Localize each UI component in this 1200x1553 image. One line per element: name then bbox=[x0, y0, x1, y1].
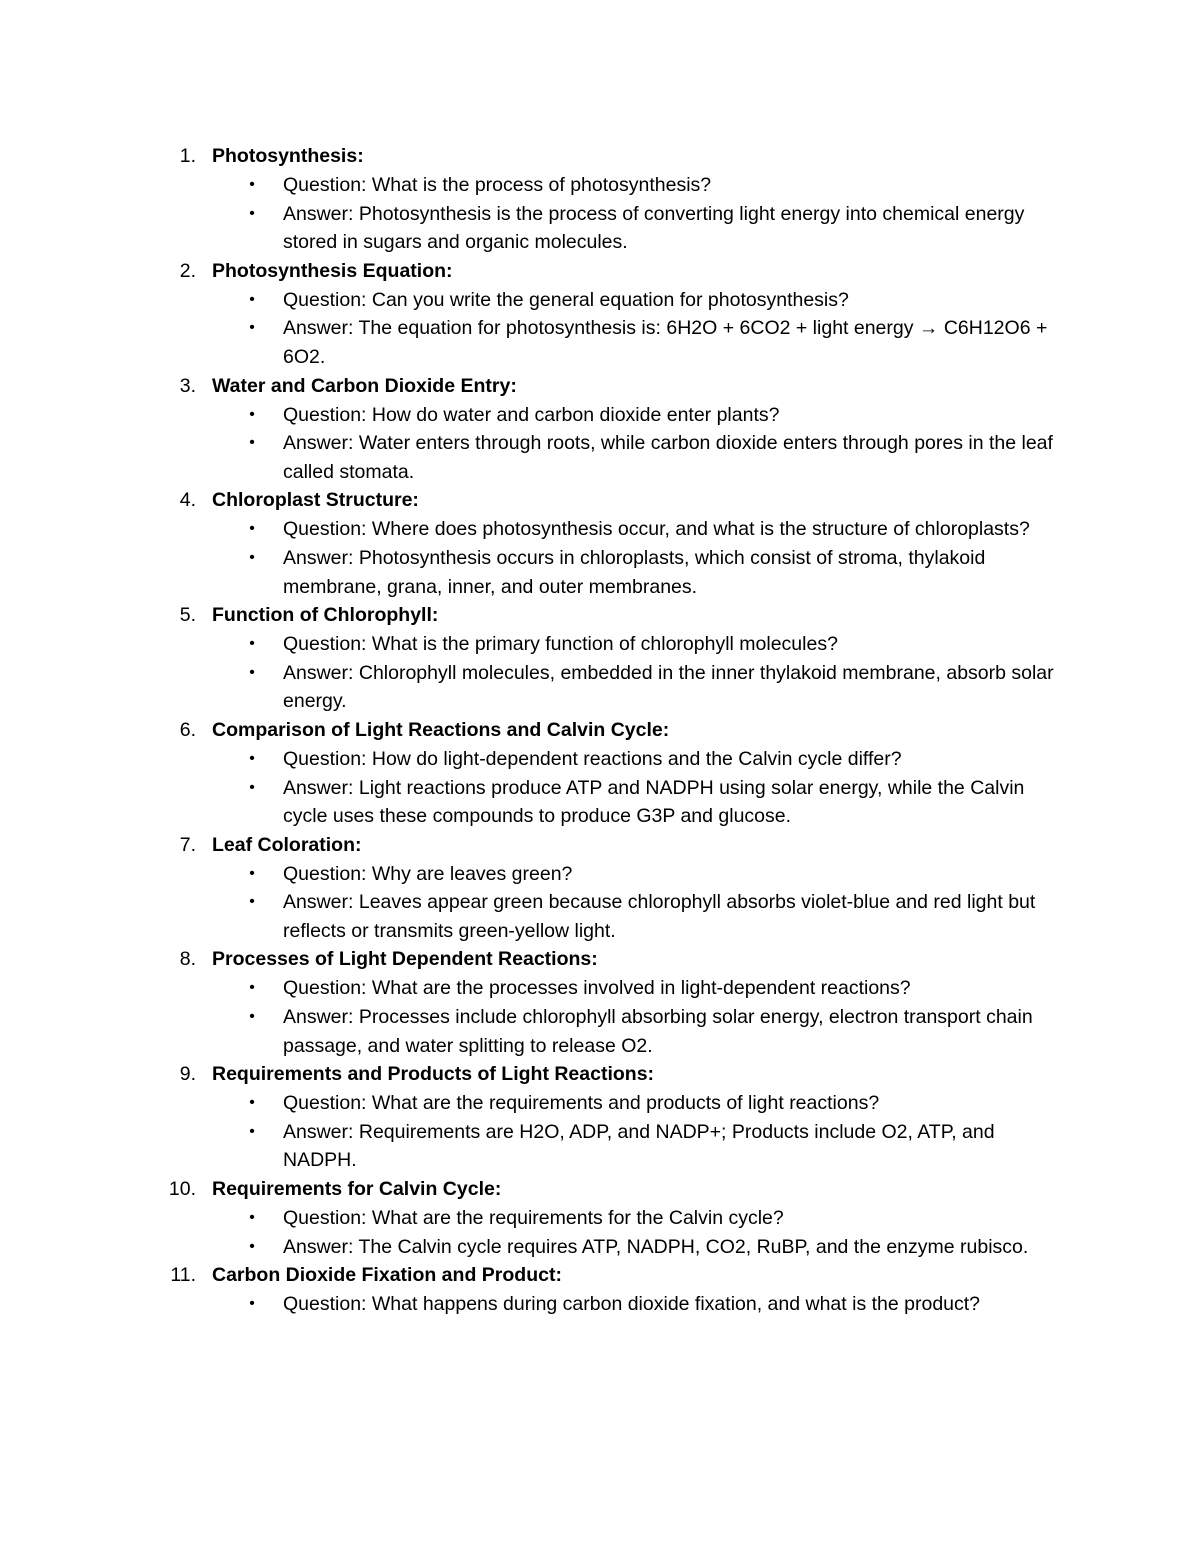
answer-text: Answer: The equation for photosynthesis is: 6H2O + 6CO2 + light energy → C6H12O6 + 6O2. bbox=[283, 317, 1048, 368]
bullet-icon: • bbox=[249, 979, 255, 997]
topic-bullets bbox=[0, 401, 1200, 487]
answer-bullet bbox=[0, 1233, 1200, 1262]
question-bullet bbox=[0, 860, 1200, 889]
bullet-icon: • bbox=[249, 1094, 255, 1112]
topic-number: 1. bbox=[179, 145, 196, 167]
topic-item bbox=[0, 372, 1200, 487]
topic-bullets bbox=[0, 860, 1200, 946]
question-text: Question: What is the primary function of chlorophyll molecules? bbox=[283, 633, 838, 656]
topic-heading bbox=[0, 1060, 1200, 1089]
question-text: Question: Can you write the general equation for photosynthesis? bbox=[283, 288, 849, 311]
bullet-icon: • bbox=[249, 1122, 255, 1140]
question-bullet bbox=[0, 974, 1200, 1003]
topic-item bbox=[0, 1261, 1200, 1319]
question-text: Question: What are the processes involved in light-dependent reactions? bbox=[283, 977, 911, 1000]
bullet-icon: • bbox=[249, 663, 255, 681]
bullet-icon: • bbox=[249, 548, 255, 566]
topic-number: 3. bbox=[179, 374, 196, 397]
answer-text: Answer: Processes include chlorophyll absorbing solar energy, electron transport chain passage, and water splitting to release O2. bbox=[283, 1006, 1033, 1057]
answer-bullet bbox=[0, 1003, 1200, 1060]
topic-number: 7. bbox=[179, 833, 196, 856]
question-bullet bbox=[0, 630, 1200, 659]
question-text: Question: How do light-dependent reactions and the Calvin cycle differ? bbox=[283, 747, 902, 770]
topic-bullets bbox=[0, 1204, 1200, 1261]
bullet-icon: • bbox=[249, 204, 255, 222]
topic-heading bbox=[0, 142, 1200, 171]
topic-number: 11. bbox=[170, 1264, 196, 1287]
question-bullet bbox=[0, 1089, 1200, 1118]
topic-bullets bbox=[0, 974, 1200, 1060]
topic-title: Carbon Dioxide Fixation and Product: bbox=[212, 1264, 562, 1287]
answer-text: Answer: Chlorophyll molecules, embedded in the inner thylakoid membrane, absorb solar energy. bbox=[283, 661, 1054, 713]
question-bullet bbox=[0, 1290, 1200, 1319]
topic-item bbox=[0, 601, 1200, 716]
topic-number: 10. bbox=[168, 1178, 196, 1201]
topic-heading bbox=[0, 257, 1200, 286]
answer-text: Answer: Water enters through roots, while carbon dioxide enters through pores in the leaf called stomata. bbox=[283, 432, 1053, 483]
topic-heading bbox=[0, 601, 1200, 630]
question-bullet bbox=[0, 745, 1200, 774]
answer-text: Answer: The Calvin cycle requires ATP, NADPH, CO2, RuBP, and the enzyme rubisco. bbox=[283, 1235, 1029, 1258]
question-text: Question: What are the requirements and products of light reactions? bbox=[283, 1092, 880, 1115]
question-text: Question: How do water and carbon dioxide enter plants? bbox=[283, 403, 780, 426]
question-bullet bbox=[0, 286, 1200, 315]
answer-bullet bbox=[0, 314, 1200, 371]
question-bullet bbox=[0, 515, 1200, 544]
topic-number: 5. bbox=[179, 604, 196, 627]
bullet-icon: • bbox=[249, 749, 255, 767]
topic-title: Requirements for Calvin Cycle: bbox=[212, 1178, 502, 1201]
bullet-icon: • bbox=[249, 434, 255, 452]
bullet-icon: • bbox=[249, 778, 255, 796]
topic-item bbox=[0, 257, 1200, 372]
topic-heading bbox=[0, 486, 1200, 515]
topic-item bbox=[0, 486, 1200, 601]
answer-bullet bbox=[0, 1118, 1200, 1175]
topic-title: Photosynthesis Equation: bbox=[212, 259, 453, 282]
bullet-icon: • bbox=[249, 405, 255, 423]
topic-bullets bbox=[0, 1089, 1200, 1175]
bullet-icon: • bbox=[249, 1209, 255, 1227]
question-bullet bbox=[0, 401, 1200, 430]
answer-bullet bbox=[0, 200, 1200, 257]
topic-item bbox=[0, 716, 1200, 831]
question-text: Question: Where does photosynthesis occur, and what is the structure of chloroplasts? bbox=[283, 518, 1030, 541]
answer-bullet bbox=[0, 544, 1200, 601]
bullet-icon: • bbox=[249, 1295, 255, 1313]
topic-title: Chloroplast Structure: bbox=[212, 489, 419, 512]
answer-bullet bbox=[0, 774, 1200, 831]
topic-item bbox=[0, 831, 1200, 946]
topic-title: Requirements and Products of Light Reactions: bbox=[212, 1063, 655, 1086]
question-bullet bbox=[0, 171, 1200, 200]
topic-bullets bbox=[0, 286, 1200, 372]
answer-text: Answer: Photosynthesis occurs in chloroplasts, which consist of stroma, thylakoid membrane, grana, inner, and outer membranes. bbox=[283, 546, 986, 598]
question-text: Question: Why are leaves green? bbox=[283, 862, 573, 885]
topic-heading bbox=[0, 1175, 1200, 1204]
topic-number: 4. bbox=[179, 489, 196, 512]
bullet-icon: • bbox=[249, 1237, 255, 1255]
bullet-icon: • bbox=[249, 635, 255, 653]
topic-bullets bbox=[0, 745, 1200, 831]
bullet-icon: • bbox=[249, 1008, 255, 1026]
topic-title: Photosynthesis: bbox=[212, 145, 364, 167]
topic-title: Processes of Light Dependent Reactions: bbox=[212, 948, 598, 971]
answer-text: Answer: Light reactions produce ATP and NADPH using solar energy, while the Calvin cycle uses these compounds to produce G3P and glucose. bbox=[283, 776, 1025, 828]
topic-heading bbox=[0, 945, 1200, 974]
answer-text: Answer: Leaves appear green because chlorophyll absorbs violet-blue and red light but reflects or transmits green-yellow light. bbox=[283, 891, 1036, 942]
question-text: Question: What is the process of photosynthesis? bbox=[283, 174, 712, 196]
topic-bullets bbox=[0, 515, 1200, 601]
answer-bullet bbox=[0, 429, 1200, 486]
qa-list bbox=[0, 142, 1200, 1319]
question-bullet bbox=[0, 1204, 1200, 1233]
topic-number: 2. bbox=[179, 259, 196, 282]
bullet-icon: • bbox=[249, 176, 255, 193]
topic-title: Comparison of Light Reactions and Calvin Cycle: bbox=[212, 718, 670, 741]
topic-bullets bbox=[0, 630, 1200, 716]
bullet-icon: • bbox=[249, 893, 255, 911]
topic-heading bbox=[0, 716, 1200, 745]
topic-heading bbox=[0, 831, 1200, 860]
answer-bullet bbox=[0, 659, 1200, 716]
bullet-icon: • bbox=[249, 290, 255, 308]
topic-item bbox=[0, 1060, 1200, 1175]
topic-title: Water and Carbon Dioxide Entry: bbox=[212, 374, 517, 397]
topic-heading bbox=[0, 1261, 1200, 1290]
topic-item bbox=[0, 945, 1200, 1060]
topic-item bbox=[0, 142, 1200, 257]
topic-bullets bbox=[0, 1290, 1200, 1319]
topic-number: 6. bbox=[179, 718, 196, 741]
topic-number: 8. bbox=[179, 948, 196, 971]
topic-heading bbox=[0, 372, 1200, 401]
bullet-icon: • bbox=[249, 864, 255, 882]
bullet-icon: • bbox=[249, 319, 255, 337]
answer-text: Answer: Photosynthesis is the process of converting light energy into chemical energy stored in sugars and organic molecules. bbox=[283, 202, 1025, 254]
bullet-icon: • bbox=[249, 520, 255, 538]
answer-bullet bbox=[0, 888, 1200, 945]
answer-text: Answer: Requirements are H2O, ADP, and NADP+; Products include O2, ATP, and NADPH. bbox=[283, 1120, 995, 1172]
topic-title: Function of Chlorophyll: bbox=[212, 604, 439, 627]
topic-number: 9. bbox=[179, 1063, 196, 1086]
topic-item bbox=[0, 1175, 1200, 1261]
topic-bullets bbox=[0, 171, 1200, 257]
question-text: Question: What happens during carbon dioxide fixation, and what is the product? bbox=[283, 1293, 981, 1316]
topic-title: Leaf Coloration: bbox=[212, 833, 362, 856]
question-text: Question: What are the requirements for the Calvin cycle? bbox=[283, 1207, 784, 1230]
